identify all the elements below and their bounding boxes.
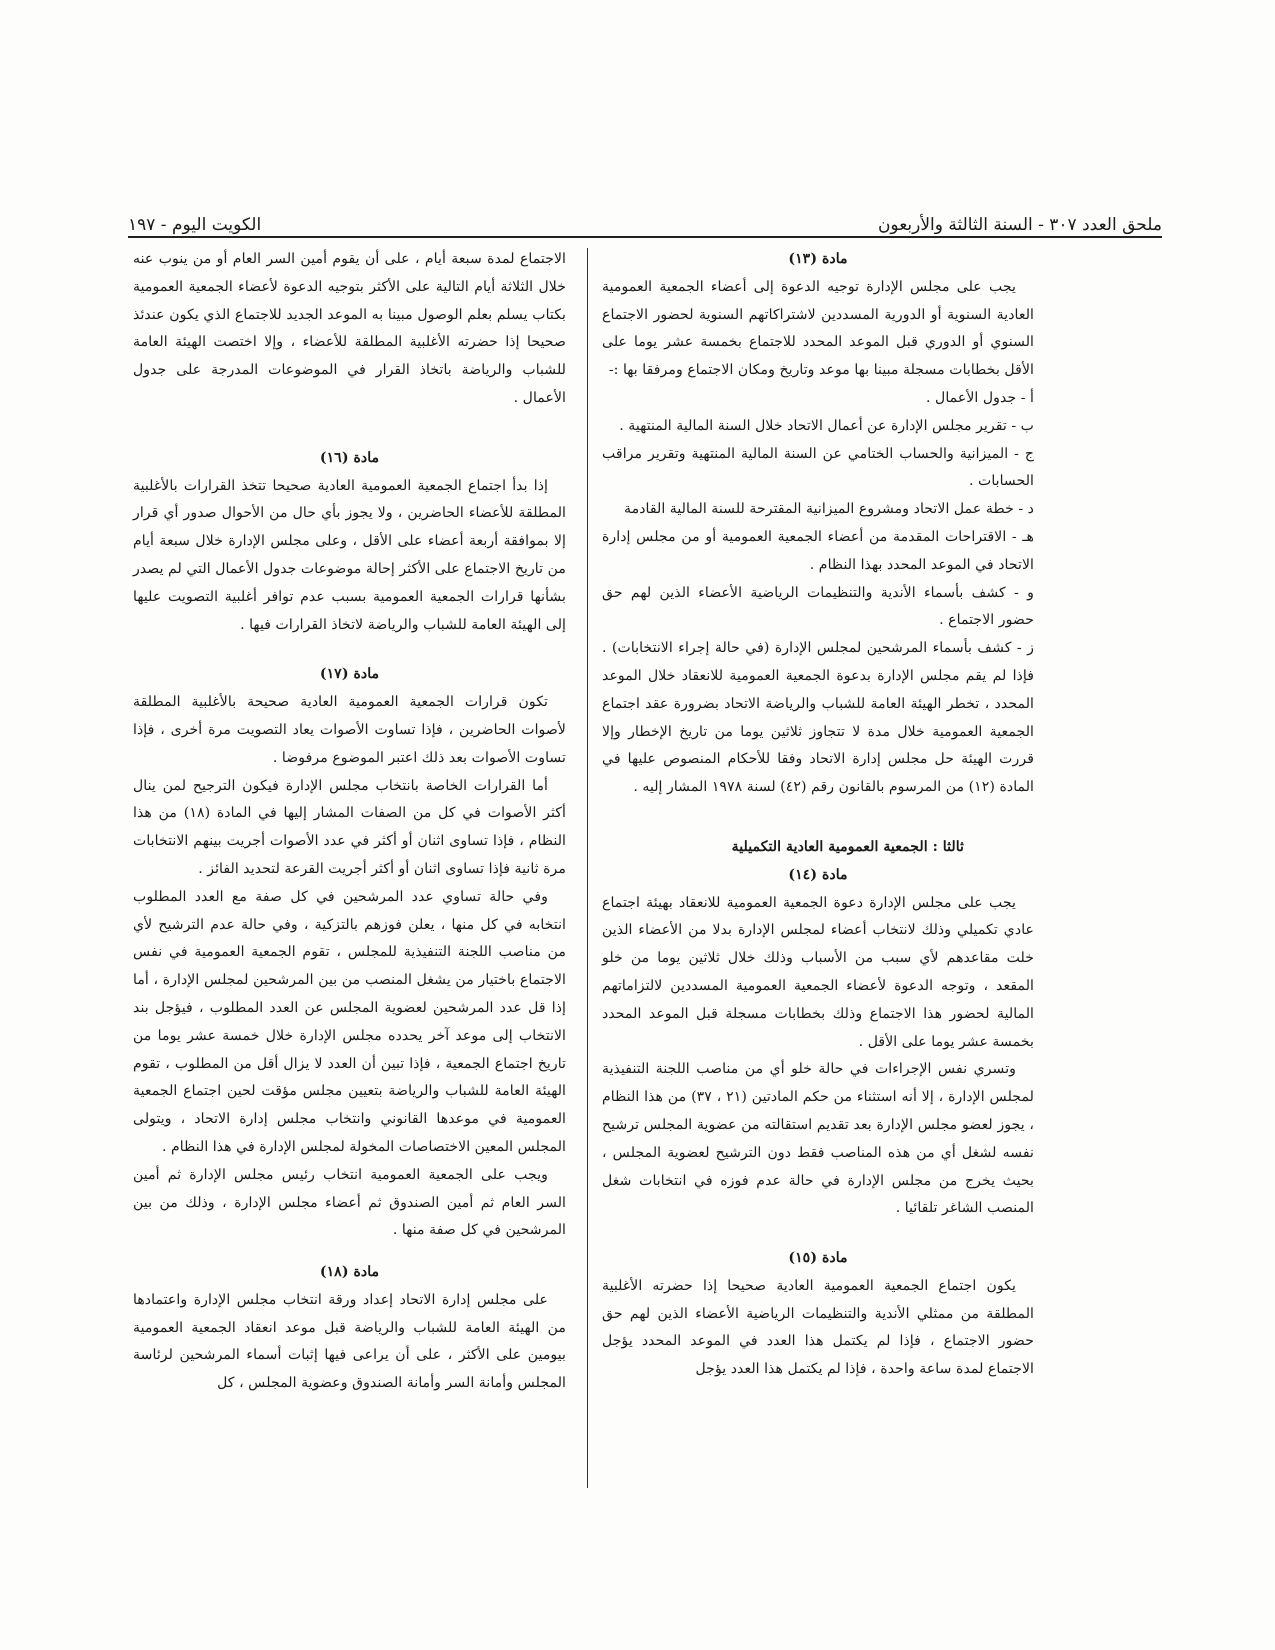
article-17-paragraph-4: ويجب على الجمعية العمومية انتخاب رئيس مجلس الإدارة ثم أمين السر العام ثم أمين الصندوق ثم أعضاء مجلس الإدارة ، وذلك من بين المرشحين في كل صفة منها . xyxy=(133,1166,566,1239)
article-15-continuation: الاجتماع لمدة سبعة أيام ، على أن يقوم أمين السر العام أو من ينوب عنه خلال الثلاثة أيام التالية على الأكثر بتوجيه الدعوة لأعضاء الجمعية العمومية بكتاب يسلم بعلم الوصول مبينا به الموعد الجديد للاجتماع الذي يكون عندئذ صحيحا إذا حضرته الأغلبية المطلقة للأعضاء ، وإلا اختصت الهيئة العامة للشباب والرياضة باتخاذ القرار في الموضوعات المدرجة على جدول الأعمال . xyxy=(133,251,566,406)
article-16-title: مادة (١٦) xyxy=(319,449,380,466)
article-13-item-d: د - خطة عمل الاتحاد ومشروع الميزانية المقترحة للسنة المالية القادمة xyxy=(623,501,1034,518)
article-18-paragraph-1: على مجلس إدارة الاتحاد إعداد ورقة انتخاب مجلس الإدارة واعتمادها من الهيئة العامة للشباب والرياضة قبل موعد انعقاد الجمعية العمومية بيومين على الأكثر ، على أن يراعى فيها إثبات أسماء المرشحين لرئاسة المجلس وأمانة السر وأمانة الصندوق وعضوية المجلس ، كل xyxy=(133,1291,566,1392)
article-16-paragraph-1: إذا بدأ اجتماع الجمعية العمومية العادية صحيحا تتخذ القرارات بالأغلبية المطلقة للأعضاء الحاضرين ، ولا يجوز بأي حال من الأحوال صدور أي قرار إلا بموافقة أربعة أعضاء على الأقل ، وعلى مجلس الإدارة خلال سبعة أيام من تاريخ الاجتماع على الأكثر إحالة موضوعات جدول الأعمال التي لم يصدر بشأنها قرارات الجمعية العمومية بسبب عدم توافر أغلبية التصويت عليها إلى الهيئة العامة للشباب والرياضة لاتخاذ القرارات فيها . xyxy=(132,477,566,633)
header-divider xyxy=(128,236,1162,238)
article-17-paragraph-2: أما القرارات الخاصة بانتخاب مجلس الإدارة فيكون الترجيح لمن ينال أكثر الأصوات في كل من الصفات المشار إليها في المادة (١٨) من هذا النظام ، فإذا تساوى اثنان أو أكثر في عدد الأصوات أجريت بينهم الانتخابات مرة ثانية فإذا تساوى اثنان أو أكثر أجريت القرعة لتحديد الفائز . xyxy=(133,777,566,877)
article-13-item-c: ج - الميزانية والحساب الختامي عن السنة المالية المنتهية وتقرير مراقب الحسابات . xyxy=(602,445,1034,490)
header-page-number: الكويت اليوم - ١٩٧ xyxy=(128,215,262,235)
section-3-heading: ثالثا : الجمعية العمومية العادية التكميلية xyxy=(731,838,964,855)
article-17-paragraph-3: وفي حالة تساوي عدد المرشحين في كل صفة مع العدد المطلوب انتخابه في كل منها ، يعلن فوزهم بالتزكية ، وفي حالة عدم الترشيح لأي من مناصب اللجنة التنفيذية للمجلس ، تقوم الجمعية العمومية في نفس الاجتماع باختيار من يشغل المنصب من بين المرشحين لمجلس الإدارة ، أما إذا قل عدد المرشحين لعضوية المجلس عن العدد المطلوب ، فيؤجل بند الانتخاب إلى موعد آخر يحدده مجلس الإدارة خلال خمسة عشر يوما من تاريخ اجتماع الجمعية ، فإذا تبين أن العدد لا يزال أقل من المطلوب ، تقوم الهيئة العامة للشباب والرياضة بتعيين مجلس مؤقت لحين اجتماع الجمعية العمومية في موعدها القانوني وانتخاب مجلس إدارة الاتحاد ، ويتولى المجلس المعين الاختصاصات المخولة لمجلس الإدارة في هذا النظام . xyxy=(133,888,566,1155)
article-13-item-f: و - كشف بأسماء الأندية والتنظيمات الرياضية الأعضاء الذين لهم حق حضور الاجتماع . xyxy=(602,584,1034,629)
article-15-title: مادة (١٥) xyxy=(788,1250,848,1267)
article-14-paragraph-2: وتسري نفس الإجراءات في حالة خلو أي من مناصب اللجنة التنفيذية لمجلس الإدارة ، إلا أنه استثناء من حكم المادتين (٢١ ، ٣٧) من هذا النظام ، يجوز لعضو مجلس الإدارة بعد تقديم استقالته من عضوية المجلس ترشيح نفسه لشغل أي من هذه المناصب فقط دون الترشيح لعضوية المجلس ، بحيث يخرج من مجلس الإدارة في حالة عدم فوزه في انتخابات شغل المنصب الشاغر تلقائيا . xyxy=(602,1061,1034,1217)
article-13-intro: يجب على مجلس الإدارة توجيه الدعوة إلى أعضاء الجمعية العمومية العادية السنوية أو الدورية المسددين لاشتراكاتهم السنوية لحضور الاجتماع السنوي أو الدوري قبل الموعد المحدد للاجتماع بخمسة عشر يوما على الأقل بخطابات مسجلة مبينا بها موعد وتاريخ ومكان الاجتماع ومرفقا بها :- xyxy=(602,278,1034,379)
article-18-title: مادة (١٨) xyxy=(319,1264,380,1281)
article-13-item-e: هـ - الاقتراحات المقدمة من أعضاء الجمعية العمومية أو من مجلس إدارة الاتحاد في الموعد المحدد بهذا النظام . xyxy=(602,528,1034,573)
column-divider xyxy=(587,248,588,1488)
article-13-item-a: أ - جدول الأعمال . xyxy=(926,389,1034,406)
article-13-title: مادة (١٣) xyxy=(788,251,848,267)
article-13-item-g: ز - كشف بأسماء المرشحين لمجلس الإدارة (في حالة إجراء الانتخابات) . فإذا لم يقم مجلس الإدارة بدعوة الجمعية العمومية للانعقاد خلال الموعد المحدد ، تخطر الهيئة العامة للشباب والرياضة الاتحاد بضرورة عقد اجتماع الجمعية العمومية خلال مدة لا تتجاوز ثلاثين يوما من تاريخ الإخطار وإلا قررت الهيئة حل مجلس إدارة الاتحاد وفقا للأحكام المنصوص عليها في المادة (١٢) من المرسوم بالقانون رقم (٤٢) لسنة ١٩٧٨ المشار إليه . xyxy=(602,640,1034,796)
page-header xyxy=(128,207,1162,235)
article-13-item-b: ب - تقرير مجلس الإدارة عن أعمال الاتحاد خلال السنة المالية المنتهية . xyxy=(619,417,1034,434)
article-14-title: مادة (١٤) xyxy=(788,866,848,883)
article-15-paragraph-1: يكون اجتماع الجمعية العمومية العادية صحيحا إذا حضرته الأغلبية المطلقة من ممثلي الأندية والتنظيمات الرياضية الأعضاء الذين لهم حق حضور الاجتماع ، فإذا لم يكتمل هذا العدد في الموعد المحدد يؤجل الاجتماع لمدة ساعة واحدة ، فإذا لم يكتمل هذا العدد يؤجل xyxy=(602,1277,1034,1378)
right-column xyxy=(602,246,1034,1384)
article-17-paragraph-1: تكون قرارات الجمعية العمومية العادية صحيحة بالأغلبية المطلقة لأصوات الحاضرين ، فإذا تساوت الأصوات يعاد التصويت مرة أخرى ، فإذا تساوت الأصوات بعد ذلك اعتبر الموضوع مرفوضا . xyxy=(133,694,566,766)
article-17-title: مادة (١٧) xyxy=(319,666,380,683)
left-column xyxy=(133,246,566,1398)
article-14-paragraph-1: يجب على مجلس الإدارة دعوة الجمعية العمومية للانعقاد بهيئة اجتماع عادي تكميلي وذلك لانتخاب أعضاء لمجلس الإدارة بدلا من الأعضاء الذين خلت مقاعدهم لأي سبب من الأسباب وذلك خلال ثلاثين يوما من خلو المقعد ، وتوجه الدعوة لأعضاء الجمعية العمومية المسددين لالتزاماتهم المالية لحضور هذا الاجتماع وذلك بخطابات مسجلة قبل الموعد المحدد بخمسة عشر يوما على الأقل . xyxy=(602,894,1034,1050)
header-issue-info: ملحق العدد ٣٠٧ - السنة الثالثة والأربعون xyxy=(877,215,1162,235)
